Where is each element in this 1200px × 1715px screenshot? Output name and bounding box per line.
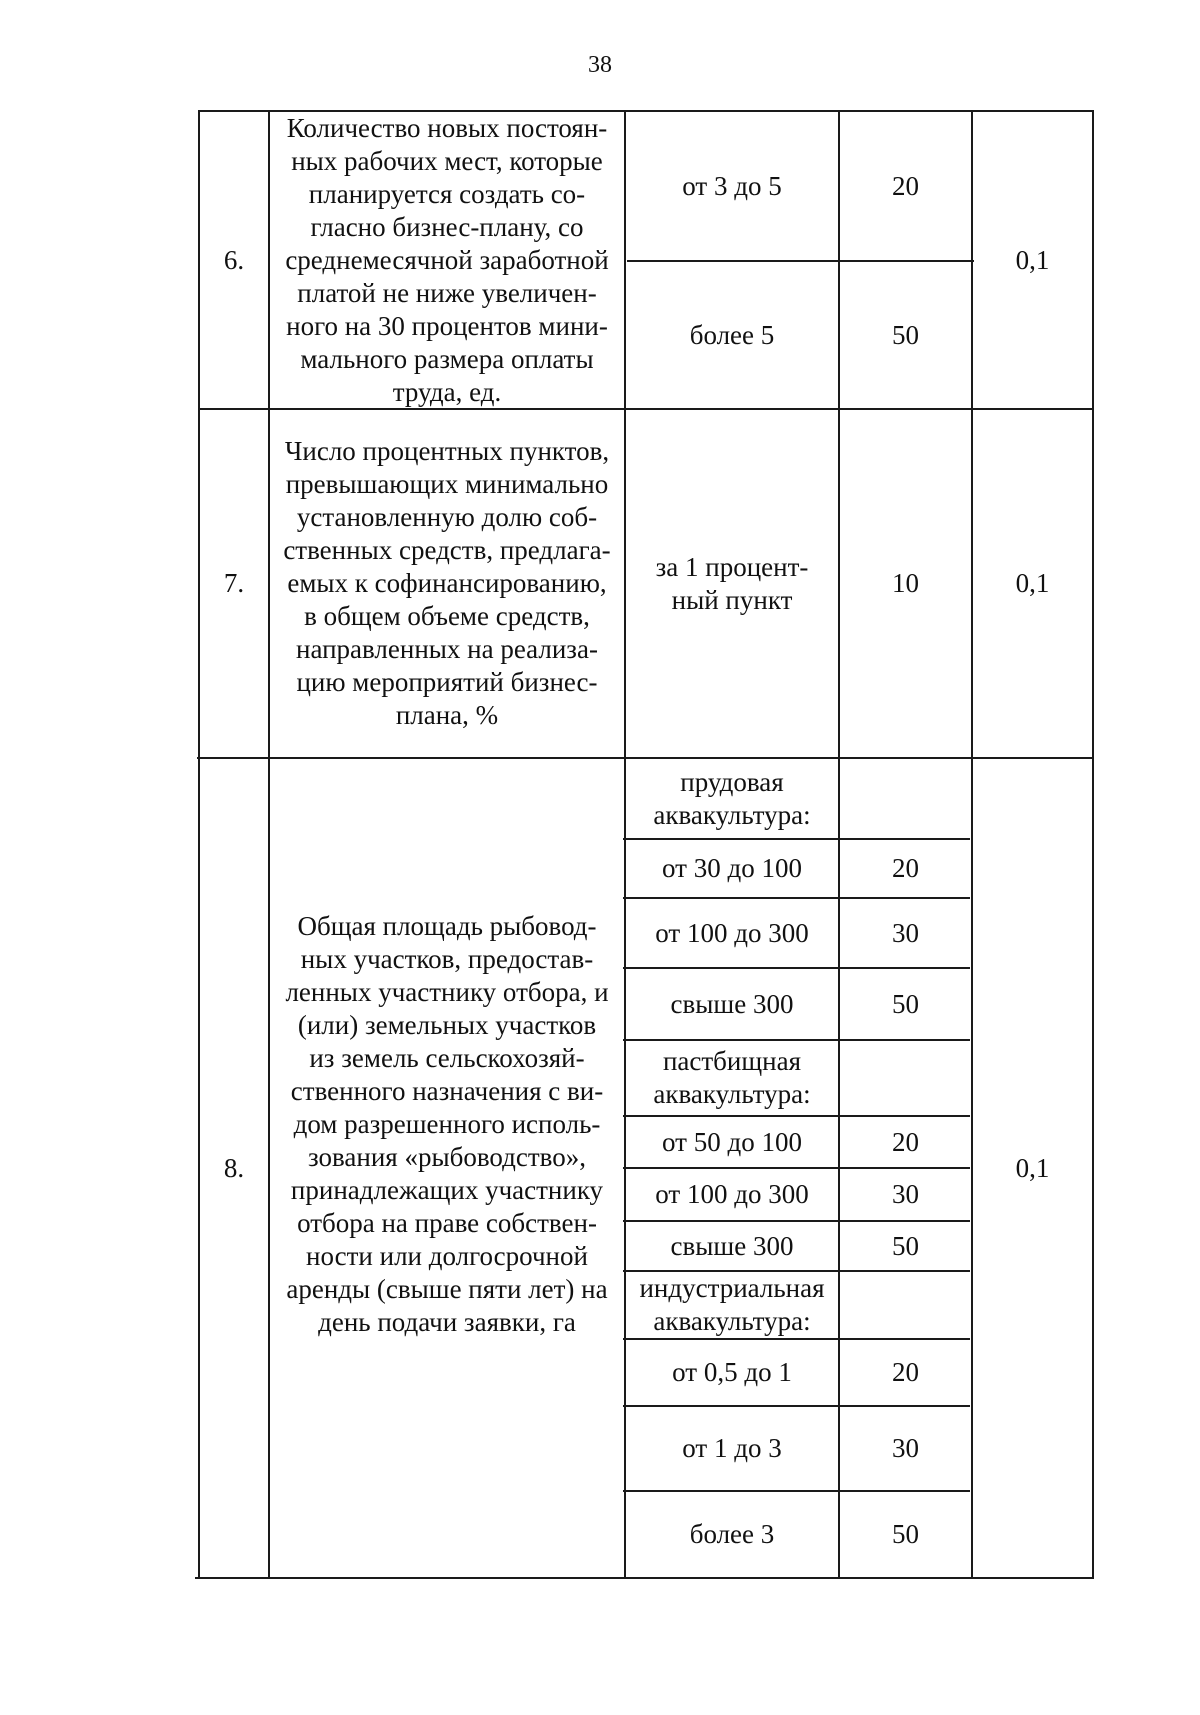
aquaculture-group-label: прудовая аквакультура: [653, 766, 811, 830]
table-border-right [1092, 110, 1094, 1579]
aquaculture-group-label: индустриальная аквакультура: [639, 1273, 825, 1336]
criterion-range: от 0,5 до 1 [672, 1357, 792, 1387]
criterion-points: 30 [892, 1433, 919, 1463]
criterion-weight: 0,1 [1015, 244, 1050, 275]
row-number: 6. [223, 244, 245, 275]
criterion-points: 30 [892, 1179, 919, 1209]
criterion-points: 50 [892, 988, 919, 1019]
page-number: 38 [588, 52, 612, 78]
row-number: 8. [223, 1152, 245, 1183]
criterion-points: 10 [892, 568, 919, 598]
criterion-weight: 0,1 [1015, 1152, 1050, 1183]
criterion-points: 20 [892, 1357, 919, 1387]
table-border-bottom [195, 1577, 1094, 1579]
aquaculture-group-label: пастбищная аквакультура: [653, 1046, 811, 1109]
criterion-range: свыше 300 [670, 988, 794, 1019]
criterion-points: 50 [892, 1230, 919, 1261]
criterion-description: Общая площадь рыбовод- ных участков, предостав- ленных участнику отбора, и (или) земельных участков из земель сельскохозяй- ственного назначения с ви- дом разрешенного исполь- зования «рыбоводство», принадлежащих участнику отбора на праве собствен- ности или долгосрочной аренды (свыше пяти лет) на день подачи заявки, га [285, 910, 609, 1337]
criterion-range: от 100 до 300 [655, 917, 809, 948]
criterion-range: от 100 до 300 [655, 1179, 809, 1209]
criterion-range: более 3 [689, 1519, 775, 1549]
criterion-points: 20 [892, 1126, 919, 1157]
criterion-range: от 3 до 5 [682, 170, 782, 201]
row-number: 7. [223, 568, 245, 598]
criterion-points: 30 [892, 917, 919, 948]
criterion-points: 50 [892, 1519, 919, 1549]
criterion-range: более 5 [689, 319, 775, 350]
criterion-points: 20 [892, 170, 919, 201]
criterion-range: за 1 процент- ный пункт [655, 551, 809, 615]
criterion-description: Количество новых постоян- ных рабочих мест, которые планируется создать со- гласно бизнес-плану, со среднемесячной заработной платой не ниже увеличен- ного на 30 процентов мини- мального размера оплаты труда, ед. [285, 112, 609, 407]
criterion-range: от 50 до 100 [662, 1126, 802, 1157]
criterion-points: 50 [892, 319, 919, 350]
criterion-points: 20 [892, 853, 919, 883]
criterion-description: Число процентных пунктов, превышающих минимально установленную долю соб- ственных средств, предлага- емых к софинансированию, в общем объеме средств, направленных на реализа- цию мероприятий бизнес- плана, % [283, 436, 611, 730]
criterion-weight: 0,1 [1015, 568, 1050, 598]
criterion-range: свыше 300 [670, 1230, 794, 1261]
criterion-range: от 1 до 3 [682, 1433, 782, 1463]
criterion-range: от 30 до 100 [662, 853, 802, 883]
